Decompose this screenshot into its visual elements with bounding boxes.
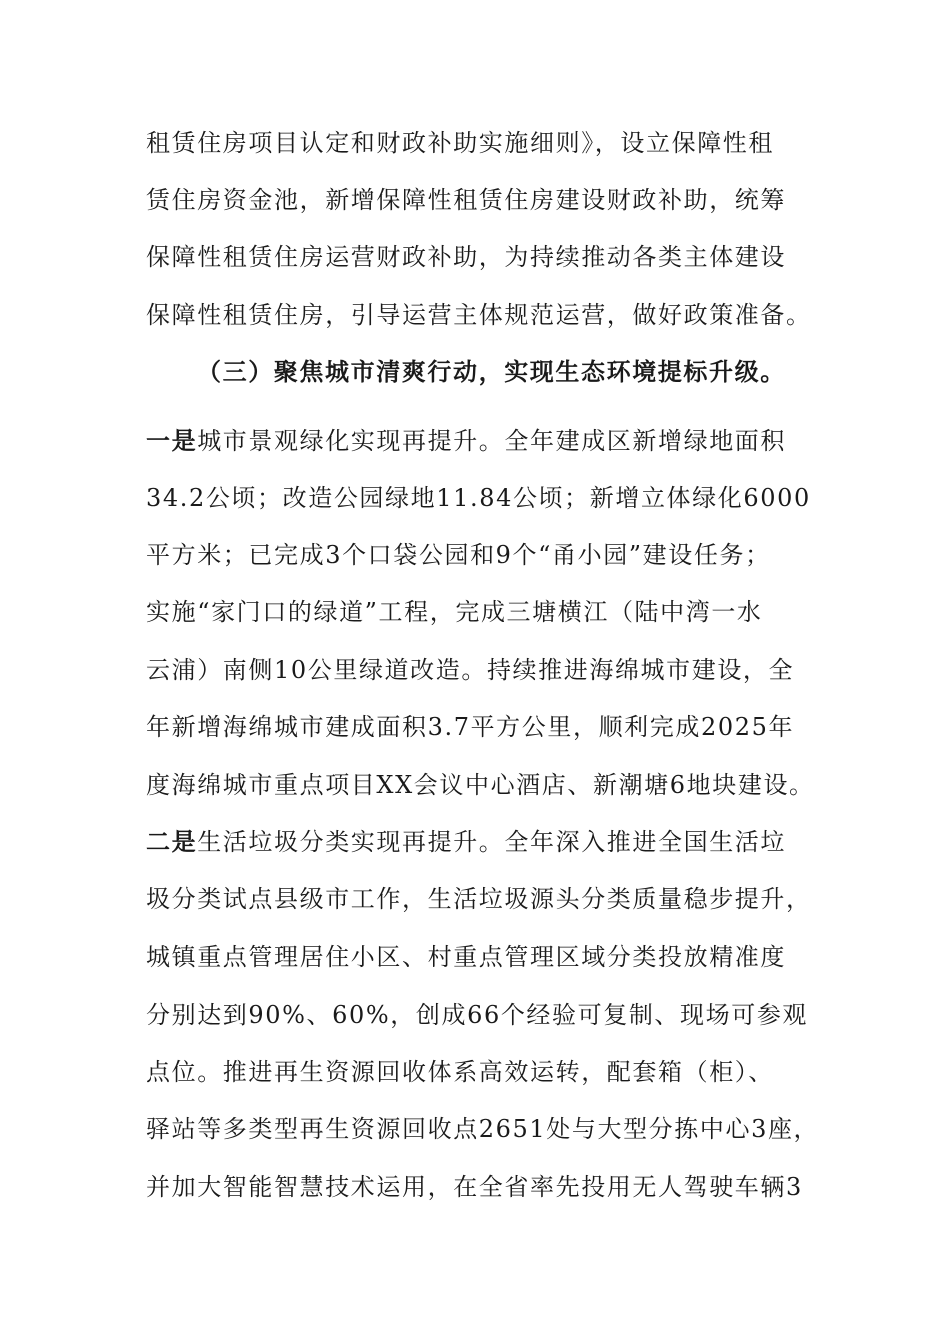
paragraph-line: 实施“家门口的绿道”工程，完成三塘横江（陆中湾一水: [146, 598, 763, 626]
lead-marker: 二是: [146, 828, 198, 856]
paragraph-line: 驿站等多类型再生资源回收点2651处与大型分拣中心3座，: [146, 1115, 820, 1143]
paragraph-line: [146, 426, 786, 456]
paragraph-line: 赁住房资金池，新增保障性租赁住房建设财政补助，统筹: [146, 186, 786, 214]
paragraph-line: 分别达到90%、60%，创成66个经验可复制、现场可参观: [146, 1001, 809, 1029]
paragraph-line: 平方米；已完成3个口袋公园和9个“甬小园”建设任务；: [146, 541, 771, 569]
paragraph-line: [146, 827, 786, 857]
paragraph-line: 圾分类试点县级市工作，生活垃圾源头分类质量稳步提升，: [146, 885, 812, 913]
paragraph-line: 年新增海绵城市建成面积3.7平方公里，顺利完成2025年: [146, 713, 795, 741]
paragraph-line: 保障性租赁住房，引导运营主体规范运营，做好政策准备。: [146, 301, 812, 329]
lead-marker: 一是: [146, 427, 198, 455]
line-text: 生活垃圾分类实现再提升。全年深入推进全国生活垃: [197, 828, 787, 856]
paragraph-line: 保障性租赁住房运营财政补助，为持续推动各类主体建设: [146, 243, 786, 271]
paragraph-line: 点位。推进再生资源回收体系高效运转，配套箱（柜）、: [146, 1058, 774, 1086]
paragraph-line: 云浦）南侧10公里绿道改造。持续推进海绵城市建设，全: [146, 656, 795, 684]
line-text: 城市景观绿化实现再提升。全年建成区新增绿地面积: [197, 427, 787, 455]
section-heading: （三）聚焦城市清爽行动，实现生态环境提标升级。: [197, 358, 786, 386]
paragraph-line: 城镇重点管理居住小区、村重点管理区域分类投放精准度: [146, 943, 786, 971]
paragraph-line: 度海绵城市重点项目XX会议中心酒店、新潮塘6地块建设。: [146, 771, 815, 799]
paragraph-line: 34.2公顷；改造公园绿地11.84公顷；新增立体绿化6000: [146, 484, 811, 512]
paragraph-line: 并加大智能智慧技术运用，在全省率先投用无人驾驶车辆3: [146, 1173, 803, 1201]
paragraph-line: 租赁住房项目认定和财政补助实施细则》，设立保障性租: [146, 129, 774, 157]
